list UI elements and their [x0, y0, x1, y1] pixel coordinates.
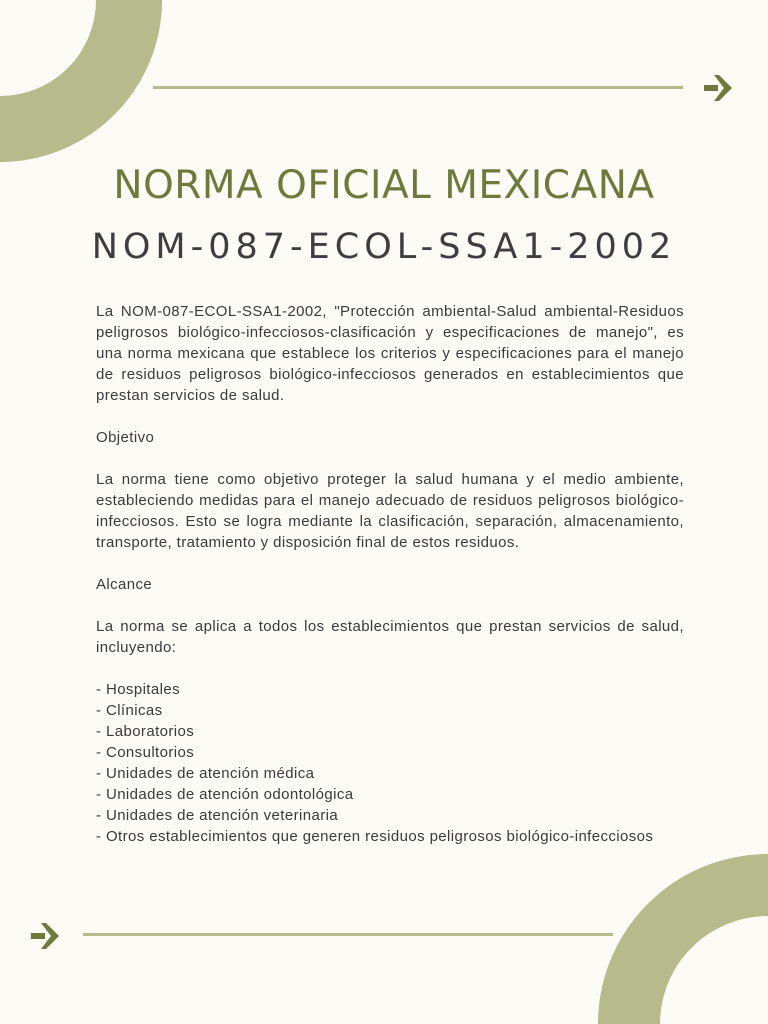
top-left-ring-decoration — [0, 0, 170, 175]
document-body — [96, 301, 684, 847]
scope-list-item: - Unidades de atención médica — [96, 765, 315, 782]
document-title: NORMA OFICIAL MEXICANA — [113, 163, 655, 208]
objective-paragraph: La norma tiene como objetivo proteger la salud humana y el medio ambiente, estableciendo medidas para el manejo adecuado de residuos peligrosos biológico-infecciosos. Esto se logra mediante la clasificación, separación, almacenamiento, transporte, tratamiento y disposición final de estos residuos. — [96, 471, 684, 551]
scope-list-item: - Otros establecimientos que generen residuos peligrosos biológico-infecciosos — [96, 828, 654, 845]
scope-list-item: - Laboratorios — [96, 723, 195, 740]
bottom-right-ring-decoration — [598, 845, 768, 1024]
scope-heading: Alcance — [96, 576, 153, 593]
arrow-right-icon — [703, 73, 733, 103]
intro-paragraph: La NOM-087-ECOL-SSA1-2002, "Protección ambiental-Salud ambiental-Residuos peligrosos biológico-infecciosos-clasificación y especificaciones de manejo", es una norma mexicana que establece los criterios y especificaciones para el manejo de residuos peligrosos biológico-infecciosos generados en establecimientos que prestan servicios de salud. — [96, 303, 684, 404]
scope-list-item: - Clínicas — [96, 702, 163, 719]
scope-list-item: - Consultorios — [96, 744, 195, 761]
scope-list-item: - Hospitales — [96, 681, 180, 698]
scope-list-item: - Unidades de atención odontológica — [96, 786, 354, 803]
scope-list — [96, 679, 684, 847]
objective-heading: Objetivo — [96, 429, 155, 446]
bottom-divider-line — [83, 933, 613, 936]
top-divider-line — [153, 86, 683, 89]
arrow-right-icon — [30, 921, 60, 951]
scope-list-item: - Unidades de atención veterinaria — [96, 807, 339, 824]
scope-paragraph: La norma se aplica a todos los establecimientos que prestan servicios de salud, incluyendo: — [96, 618, 684, 656]
document-code: NOM-087-ECOL-SSA1-2002 — [91, 227, 677, 267]
